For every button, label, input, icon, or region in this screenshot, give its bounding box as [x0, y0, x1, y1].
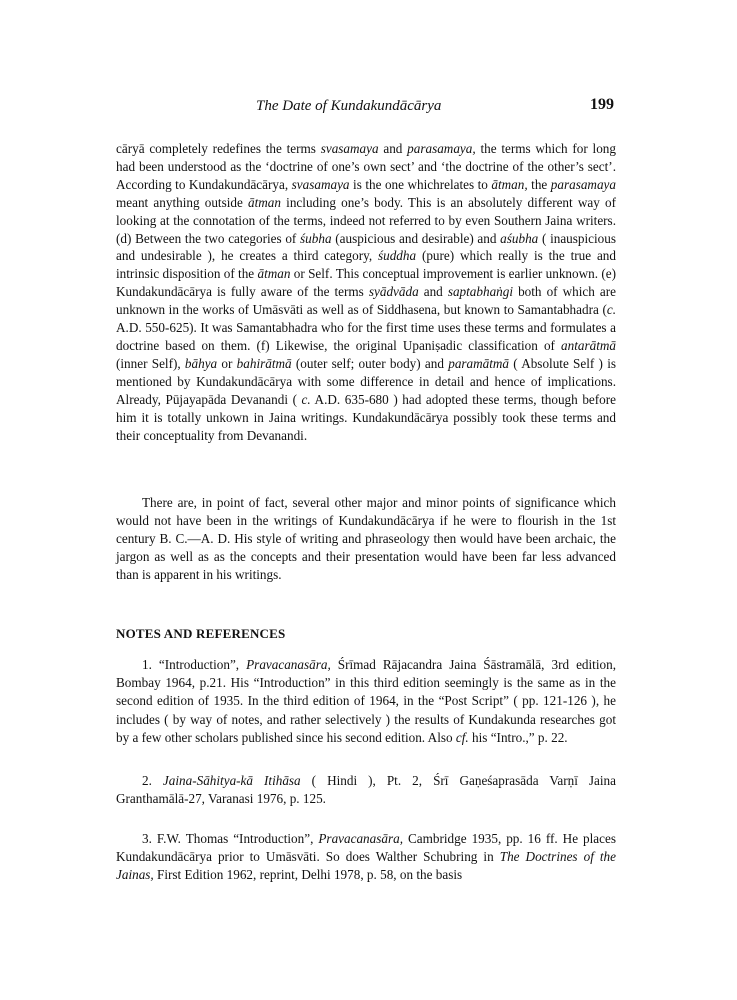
italic-term: parasamaya — [550, 176, 616, 192]
note-2: 2. Jaina-Sāhitya-kā Itihāsa ( Hindi ), Pt. 2, Śrī Gaṇeśaprasāda Varṇī Jaina Granthamālā-27, Varanasi 1976, p. 125. — [116, 773, 617, 807]
running-head: The Date of Kundakundācārya — [256, 98, 442, 114]
italic-term: saptabhaṅgi — [447, 284, 514, 300]
italic-term: ātman — [257, 266, 291, 282]
italic-term: parasamaya, — [407, 141, 476, 156]
page-number: 199 — [590, 96, 614, 113]
italic-term: svasamaya — [320, 141, 379, 156]
italic-term: ātman, — [491, 176, 528, 192]
italic-term: śuddha — [377, 248, 417, 264]
italic-term: bāhya — [184, 355, 218, 371]
italic-term: c. — [301, 391, 311, 407]
italic-term: The Doctrines of the Jainas, — [116, 849, 616, 883]
italic-term: Pravacanasāra, — [318, 831, 403, 846]
italic-term: svasamaya — [291, 176, 350, 192]
italic-term: cf. — [455, 729, 469, 745]
notes-heading: NOTES AND REFERENCES — [116, 626, 286, 641]
italic-term: aśubha — [500, 230, 539, 246]
italic-term: syādvāda — [368, 284, 419, 300]
italic-term: antarātmā — [561, 337, 616, 353]
note-3: 3. F.W. Thomas “Introduction”, Pravacanasāra, Cambridge 1935, pp. 16 ff. He places Kundakundācārya prior to Umāsvāti. So does Walther Schubring in The Doctrines of the Jainas, First Edition 1962, reprint, Delhi 1978, p. 58, on the basis — [116, 831, 616, 883]
italic-term: ātman — [248, 194, 281, 210]
italic-term: śubha — [300, 230, 332, 246]
italic-term: bahirātmā — [236, 355, 292, 371]
body-paragraph-1: cāryā completely redefines the terms svasamaya and parasamaya, the terms which for long had been understood as the ‘doctrine of one’s own sect’ and ‘the doctrine of the other’s sect’. According to Kundakundācārya, svasamaya is the one whichrelates to ātman, the parasamaya meant anything outside ātman including one’s body. This is an absolutely different way of looking at the connotation of the terms, indeed not referred to by even Southern Jaina writers. (d) Between the two categories of śubha (auspicious and desirable) and aśubha ( inauspicious and undesirable ), he creates a third category, śuddha (pure) which really is the true and intrinsic disposition of the ātman or Self. This conceptual improvement is earlier unknown. (e) Kundakundācārya is fully aware of the terms syādvāda and saptabhaṅgi both of which are unknown in the works of Umāsvāti as well as of Siddhasena, but known to Samantabhadra (c. A.D. 550-625). It was Samantabhadra who for the first time uses these terms and formulates a doctrine based on them. (f) Likewise, the original Upaniṣadic classification of antarātmā (inner Self), bāhya or bahirātmā (outer self; outer body) and paramātmā ( Absolute Self ) is mentioned by Kundakundācārya with some difference in detail and hence of implications. Already, Pūjayapāda Devanandi ( c. A.D. 635-680 ) had adopted these terms, though before him it is totally unkown in Jaina writings. Kundakundācārya possibly took these terms and their conceptuality from Devanandi. — [116, 141, 617, 443]
italic-term: c. — [606, 302, 616, 318]
italic-term: Jaina-Sāhitya-kā Itihāsa — [162, 773, 301, 788]
body-paragraph-2: There are, in point of fact, several other major and minor points of significance which would not have been in the writings of Kundakundācārya if he were to flourish in the 1st century B. C.—A. D. His style of writing and phraseology then would have been archaic, the jargon as well as as the concepts and their presentation would have been far less advanced than is apparent in his writings. — [116, 495, 616, 582]
note-1: 1. “Introduction”, Pravacanasāra, Śrīmad Rājacandra Jaina Śāstramālā, 3rd edition, Bombay 1964, p.21. His “Introduction” in this third edition seemingly is the same as in the second edition of 1935. In the third edition of 1964, in the “Post Script” ( pp. 121-126 ), he includes ( by way of notes, and rather selectively ) the results of Kundakunda researches got by a few other scholars published since his second edition. Also cf. his “Intro.,” p. 22. — [116, 657, 616, 745]
italic-term: Pravacanasāra, — [246, 657, 331, 672]
italic-term: paramātmā — [448, 355, 510, 371]
